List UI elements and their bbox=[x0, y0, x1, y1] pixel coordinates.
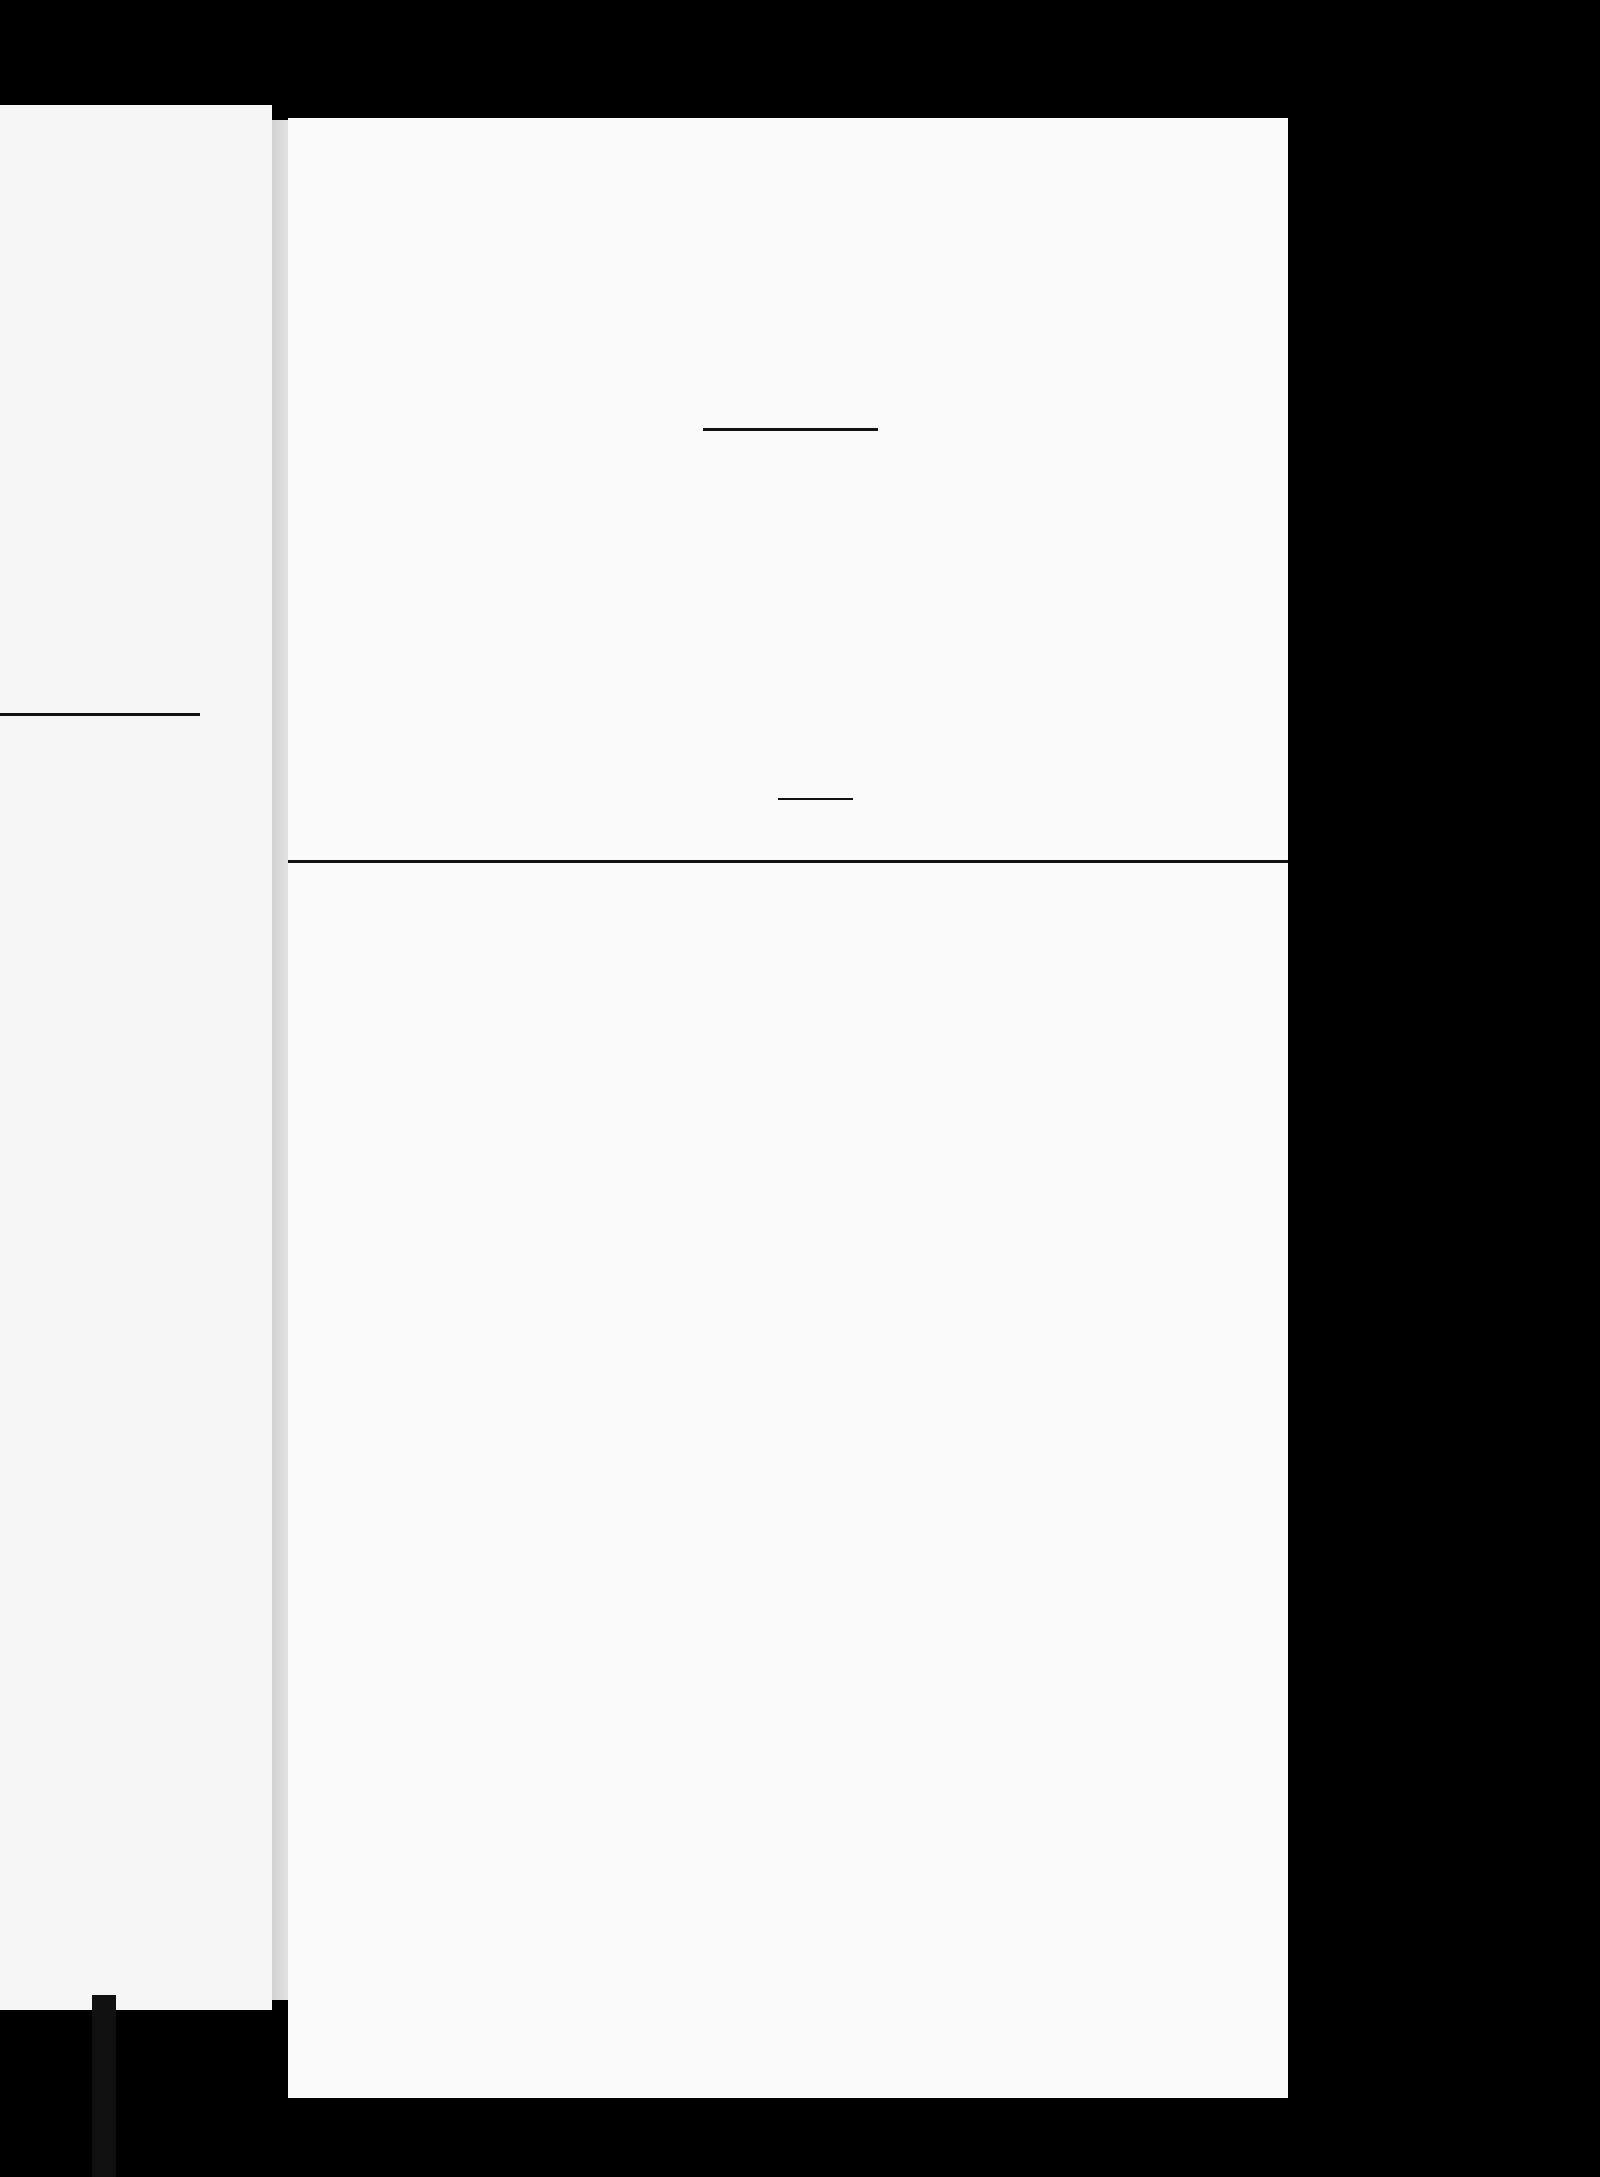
left-rule bbox=[0, 713, 200, 716]
left-page bbox=[0, 105, 272, 2010]
book-spine bbox=[92, 1995, 116, 2177]
section-rule bbox=[703, 428, 878, 431]
short-rule bbox=[778, 798, 853, 800]
right-page bbox=[288, 118, 1288, 2098]
divider-rule bbox=[288, 860, 1288, 863]
